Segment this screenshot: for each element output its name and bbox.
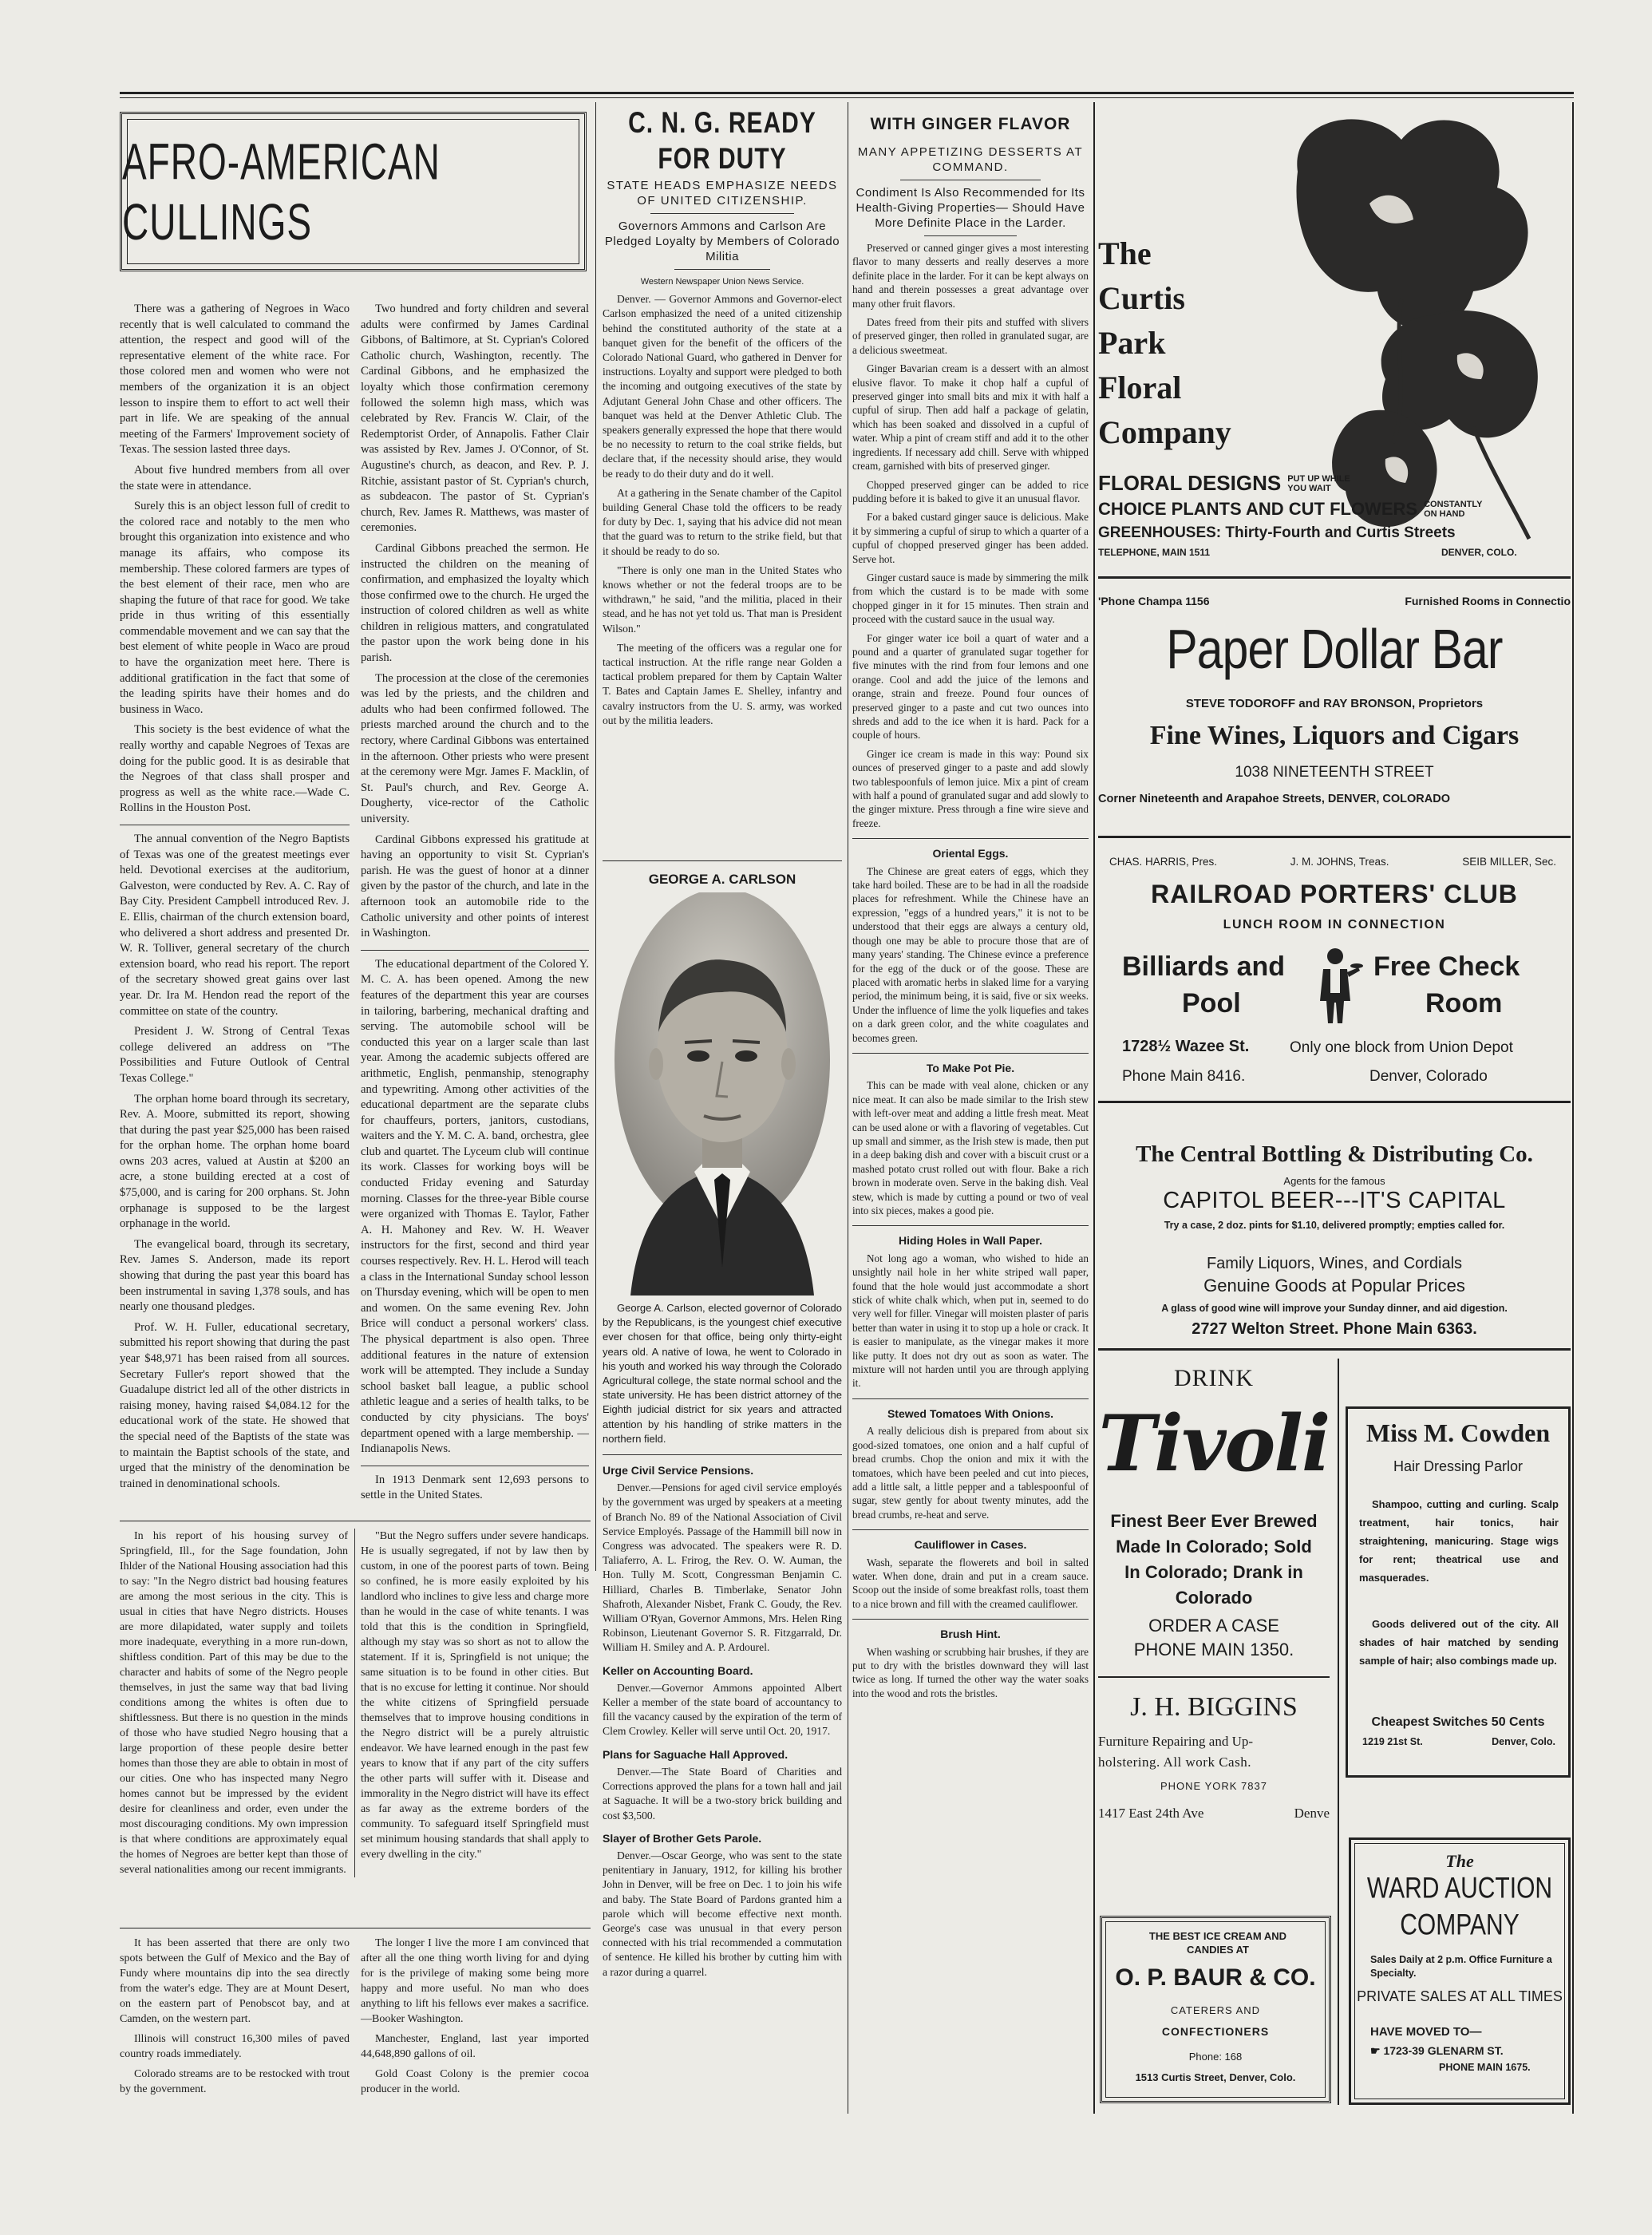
ward-auction-ad	[1349, 1837, 1571, 2105]
paper-dollar-props: STEVE TODOROFF and RAY BRONSON, Proprietors	[1185, 697, 1484, 710]
curtis-greenhouses: GREENHOUSES: Thirty-Fourth and Curtis Streets	[1098, 524, 1456, 541]
ginger-column	[852, 108, 1089, 1705]
item-head: Oriental Eggs.	[932, 847, 1009, 860]
curtis-city: DENVER, COLO.	[1441, 547, 1517, 558]
ginger-subhead-1: MANY APPETIZING DESSERTS AT COMMAND.	[857, 145, 1084, 174]
bottling-capitol: CAPITOL BEER---IT'S CAPITAL	[1163, 1188, 1506, 1213]
curtis-line: The	[1098, 235, 1152, 271]
item-head: Keller on Accounting Board.	[603, 1663, 753, 1677]
cowden-address: 1219 21st St.	[1362, 1736, 1423, 1747]
porters-club-ad	[1098, 848, 1571, 1103]
ginger-para: For ginger water ice boil a quart of water and a pound and a quarter of granulated sugar together for five minutes with the rind from four lemons and one orange. Cool and add the juice of the lemons and orange, strain and freeze. Pound four ounces of preserved ginger to a paste and cut two ounces into shreds and add to the ice when it is hard. Pack for a couple of hours.	[852, 631, 1089, 742]
item-text: Denver.—The State Board of Charities and Corrections approved the plans for a town hall and jail at Saguache. It will be a two-story brick building and cost $3,500.	[603, 1765, 842, 1822]
portrait-caption: George A. Carlson, elected governor of Colorado by the Republicans, is the youngest chief executive ever chosen for that office, being only thirty-eight years old. A native of Iowa, he went to Colorado in his youth and worked his way through the Colorado Agricultural college, the state normal school and the state university. He has been district attorney of the Eighth judicial district for six years and attracted attention by his handling of strike matters in the northern field.	[603, 1302, 842, 1445]
cullings-para: "But the Negro suffers under severe handicaps. He is usually segregated, if not by law then by custom, in one of the poorest parts of town. Being so confined, he is more easily exploited by his landlord who inclines to give less and charge more than he would in the case of white tenants. I was told that this is the condition in Springfield, although my stay was so short as not to allow the statement. If it is, Springfield is not unique; the same situation is to be found in other cities. But that is no excuse for letting it continue. Nor should the white citizens of Springfield persuade themselves that to improve housing conditions in the Negro district will be a purely altruistic endeavor. We have learned enough in the past few years to know that if any part of the city suffers the other parts will suffer with it. Disease and immorality in the Negro district will have its effect as far away as the extreme borders of the community. To safeguard itself Springfield must set minimum housing standards that shall apply to every dwelling in the city."	[361, 1530, 589, 1861]
baur-name: O. P. BAUR & CO.	[1115, 1964, 1316, 1991]
ward-private: PRIVATE SALES AT ALL TIMES	[1357, 1988, 1563, 2004]
cullings-para: The longer I live the more I am convinced that after all the one thing worth living for and dying for is the privilege of making some being more happy and more useful. No man who does anything to lift his fellows ever makes a sacrifice.—Booker Washington.	[361, 1937, 589, 2025]
curtis-constantly-block	[1424, 500, 1482, 519]
porters-officer: SEIB MILLER, Sec.	[1462, 856, 1556, 868]
ginger-para: Preserved or canned ginger gives a most interesting flavor to many desserts and really deserves a more definite place in the larder. For it can be kept always on hand and therein possesses a great advantage over many other fruit flavors.	[852, 242, 1089, 310]
biggins-ad	[1098, 1676, 1330, 1820]
biggins-line2: holstering. All work Cash.	[1098, 1754, 1251, 1770]
divider	[650, 213, 794, 214]
tivoli-order: ORDER A CASE	[1148, 1616, 1279, 1636]
biggins-phone: PHONE YORK 7837	[1160, 1780, 1267, 1792]
porters-city: Denver, Colorado	[1369, 1068, 1488, 1085]
cullings-para: The procession at the close of the ceremonies was led by the priests, and the children and adults who had been confirmed followed. The priests marched around the church and to the rectory, where Cardinal Gibbons was entertained in the afternoon. Other priests who were present at the ceremony were Mgr. James F. Macklin, of St. Paul's church, and Rev. George A. Dougherty, vice-rector of the Catholic university.	[361, 671, 589, 825]
curtis-line: Company	[1098, 414, 1231, 450]
porters-phone: Phone Main 8416.	[1122, 1068, 1246, 1085]
cullings-col2	[361, 302, 589, 1509]
tivoli-line: Finest Beer Ever Brewed	[1110, 1511, 1318, 1531]
paper-dollar-street: 1038 NINETEENTH STREET	[1235, 764, 1434, 781]
bottling-glass: A glass of good wine will improve your Sunday dinner, and aid digestion.	[1161, 1303, 1508, 1314]
divider	[924, 235, 1017, 236]
cng-title: C. N. G. READY FOR DUTY	[628, 106, 816, 176]
curtis-you-wait: YOU WAIT	[1287, 483, 1331, 493]
photo-title: GEORGE A. CARLSON	[648, 872, 796, 887]
baur-top: THE BEST ICE CREAM AND CANDIES AT	[1148, 1930, 1287, 1956]
divider	[361, 950, 589, 951]
item-text: A really delicious dish is prepared from about six good-sized tomatoes, one onion and a half cupful of bread crumbs. Chop the onion and mix it with the tomatoes, which have been peeled and cut into pieces, add a little salt, a little pepper and a tablespoonful of sugar, stew gently for about twenty minutes, add the bread crumbs, re-heat and serve.	[852, 1425, 1089, 1521]
porters-pool: Pool	[1182, 988, 1241, 1019]
item-head: Brush Hint.	[940, 1628, 1001, 1641]
divider	[852, 1619, 1089, 1620]
photo-rule	[603, 860, 842, 861]
cullings-para: In his report of his housing survey of Springfield, Ill., for the Sage foundation, John Ihlder of the National Housing association had this to say: "In the Negro district bad housing features are among the most serious in the city. This is usual in cities that have Negro districts. Houses are more dilapidated, water supply and toilets more inadequate, everything in a more run-down, shiftless condition. Part of this may be due to the character and habits of some of the Negro people themselves, in just the same way that bad living conditions among the whites is often due to shiftlessness. But there is no question in the minds of those who have studied Negro housing that a large proportion of these people desire better homes than those they are able to obtain in most of our cities. One who has inspected many Negro homes cannot but be impressed by the evident desire for cleanliness and order, even under the most discouraging conditions. My own impression is that where conditions are approximately equal the homes of Negroes are better kept than those of several nationalities among our recent immigrants.	[120, 1530, 348, 1876]
cullings-wide	[120, 1529, 589, 1877]
cullings-para: Illinois will construct 16,300 miles of paved country roads immediately.	[120, 2033, 350, 2060]
curtis-line: Park	[1098, 325, 1166, 361]
item-text: Denver.—Oscar George, who was sent to the state penitentiary in January, 1912, for killing his brother John in Denver, will be free on Dec. 1 to join his wife and baby. The State Board of Pardons granted him a parole which will become effective next month. George's case was unusual in that every person connected with his trial recommended a commutation of sentence. He killed his brother by cutting him with a razor during a quarrel.	[603, 1849, 842, 1978]
item-text: The Chinese are great eaters of eggs, which they take hard boiled. These are to be had in all the roadside places for refreshment. While the Chinese have an expression, "eggs of a hundred years," it is not to be understood that their eggs are always a century old, though one may be able to procure those that are of many years' standing. The Chinese evince a preference for the egg of the duck or of the goose. These are placed with aromatic herbs in slaked lime for a varying period, the minimum being, it is said, five or six weeks. Under the influence of lime the yolk liquefies and takes on a dark green color, and the white coagulates and becomes green.	[852, 864, 1089, 1044]
cng-para: "There is only one man in the United States who knows whether or not the federal troops are to be withdrawn," he said, "and the militia, placed in their stead, and he has not yet told us. That man is President Wilson."	[603, 564, 842, 635]
ward-moved: HAVE MOVED TO—	[1370, 2025, 1482, 2039]
ward-address-line	[1370, 2044, 1504, 2058]
pointing-hand-icon: ☛	[1370, 2044, 1381, 2057]
cowden-body: Shampoo, cutting and curling. Scalp treatment, hair tonics, hair straightening, manicuring. Stage wigs for rent; theatrical use and masquerades.	[1359, 1498, 1559, 1584]
porters-room: Room	[1425, 988, 1503, 1019]
cng-service: Western Newspaper Union News Service.	[640, 277, 804, 287]
ginger-title: WITH GINGER FLAVOR	[870, 115, 1071, 133]
ginger-para: Chopped preserved ginger can be added to rice pudding before it is baked to give it an unusual flavor.	[852, 478, 1089, 504]
baur-address: 1513 Curtis Street, Denver, Colo.	[1135, 2071, 1296, 2083]
paper-dollar-rooms: Furnished Rooms in Connectio	[1405, 595, 1571, 607]
cullings-title-box	[120, 112, 587, 271]
top-rule	[120, 92, 1574, 94]
bottling-family: Family Liquors, Wines, and Cordials	[1206, 1255, 1463, 1272]
ward-sales: Sales Daily at 2 p.m. Office Furniture a Specialty.	[1370, 1954, 1552, 1979]
tivoli-brand: Tivoli	[1098, 1398, 1330, 1489]
cullings-para: The annual convention of the Negro Baptists of Texas was one of the greatest meetings ever held. Devotional exercises at the auditorium, Galveston, were conducted by Rev. A. C. Ray of Bay City. President Campbell introduced Rev. J. E. Ellis, chairman of the church extension board, who delivered a short address and presented Dr. W. R. Tolliver, general secretary of the church extension board, who read his report. The report of the secretary showed great gains over last year. Dr. Ira M. Hendon read the report of the committee on state of the country.	[120, 833, 350, 1018]
cng-para: Denver. — Governor Ammons and Governor-elect Carlson emphasized the need of a united citizenship behind the constituted authority of the state at a banquet given for the benefit of the officers of the Colorado National Guard, who gathered in Denver for instructions. Loyalty and support were pledged to both the incoming and outgoing executives of the state by Adjutant General John Chase and other officers. The banquet was held at the Denver Athletic Club. The speakers generally expressed the hope that there would be no necessity to return to the coal strike fields, but declare that, if the necessity should arise, they would be ready to do their duty and do it well.	[603, 293, 842, 480]
porters-officer: J. M. JOHNS, Treas.	[1290, 856, 1389, 868]
curtis-line: Curtis	[1098, 280, 1185, 316]
curtis-designs: FLORAL DESIGNS	[1098, 471, 1282, 495]
biggins-city: Denve	[1294, 1806, 1330, 1821]
curtis-name	[1098, 231, 1231, 455]
divider	[852, 1529, 1089, 1530]
cullings-para: Cardinal Gibbons expressed his gratitude at having an opportunity to visit St. Cyprian's parish. He was the guest of honor at a dinner given by the pastor of the church, and late in the afternoon took an automobile ride to the Catholic university and other points of interest in Washington.	[361, 833, 589, 940]
tivoli-lines	[1098, 1509, 1330, 1611]
item-head: Cauliflower in Cases.	[914, 1538, 1027, 1552]
item-text: Wash, separate the flowerets and boil in salted water. When done, drain and put in a cream sauce. Scoop out the inside of some breakfast rolls, toast them to a nice brown and fill with the creamed cauliflower.	[852, 1556, 1089, 1610]
paper-dollar-name: Paper Dollar Bar	[1166, 618, 1503, 680]
paper-dollar-ad	[1098, 587, 1571, 838]
cullings-para: Surely this is an object lesson full of credit to the colored race and notably to the men who brought this organization into existence and who manage its affairs, who compose its membership. These colored farmers are types of the best element of their race, men who are shaping the future of that race for good. We take pride in thus writing of this essentially commendable movement and we can say that the best element of white people in Waco are proud to have the organization meet here. There is additional gratification in the fact that some of the leading spirits have their homes and do business in Waco.	[120, 500, 350, 716]
cullings-para: In 1913 Denmark sent 12,693 persons to settle in the United States.	[361, 1473, 589, 1502]
porters-depot: Only one block from Union Depot	[1290, 1039, 1513, 1056]
cng-lower	[603, 1301, 842, 1984]
curtis-phone: TELEPHONE, MAIN 1511	[1098, 547, 1211, 558]
divider	[852, 1225, 1089, 1226]
bottling-agents: Agents for the famous	[1283, 1175, 1385, 1187]
porters-name: RAILROAD PORTERS' CLUB	[1151, 880, 1518, 908]
curtis-put-up: PUT UP WHILE	[1287, 473, 1350, 484]
curtis-floral-ad	[1098, 108, 1571, 579]
baur-ad	[1100, 1916, 1331, 2103]
cowden-goods: Goods delivered out of the city. All shades of hair matched by sending sample of hair; also combings made up.	[1359, 1618, 1559, 1667]
ginger-para: Ginger Bavarian cream is a dessert with an almost elusive flavor. To make it chop half a cupful of preserved ginger into small bits and mix it with half a cupful of sirup. Then add half a package of gelatin, which has been soaked and dissolved in a cupful of water. Whip a pint of cream stiff and add it to the other ingredients. If necessary add chill. Serve with whipped cream, garnished with bits of preserved ginger.	[852, 362, 1089, 473]
column-rule-1	[595, 102, 596, 1571]
porters-officers	[1109, 856, 1556, 868]
top-rule-thin	[120, 97, 1574, 98]
cullings-para: Prof. W. H. Fuller, educational secretary, submitted his report showing that during the past year $48,971 has been raised from all sources. Secretary Fuller's report showed that the Guadalupe district led all of the other districts in raising money, having raised $4,084.12 for the educational work of the state. He showed that the special need of the Baptists of the state was to maintain the Baptist schools of the state, and urged that the ministry of the denomination be trained in denominational schools.	[120, 1320, 350, 1490]
cng-para: The meeting of the officers was a regular one for tactical instruction. At the rifle range near Golden a tactical problem prepared for them by Captain Walter T. Bates and Captain James E. Shelley, infantry and cavalry instructors from the U. S. army, was worked out by the militia leaders.	[603, 641, 842, 726]
tivoli-phone: PHONE MAIN 1350.	[1133, 1640, 1294, 1659]
cng-column	[603, 108, 842, 733]
cullings-para: Colorado streams are to be restocked with trout by the government.	[120, 2068, 350, 2095]
divider	[674, 269, 770, 270]
paper-dollar-corner: Corner Nineteenth and Arapahoe Streets, DENVER, COLORADO	[1098, 793, 1450, 805]
cowden-city: Denver, Colo.	[1492, 1736, 1555, 1747]
cullings-bottom-left	[120, 1936, 350, 2102]
baur-caterers: CATERERS AND	[1170, 2004, 1261, 2016]
bottling-name: The Central Bottling & Distributing Co.	[1136, 1141, 1533, 1167]
portrait-image	[615, 892, 830, 1296]
cng-para: At a gathering in the Senate chamber of the Capitol building General Chase told the officers to be ready for duty by Dec. 1, saying that his advice did not mean that the guard was to return to the strike field, but that it should be ready to do so.	[603, 486, 842, 557]
porters-address: 1728½ Wazee St.	[1122, 1038, 1250, 1055]
cng-subhead-2: Governors Ammons and Carlson Are Pledged Loyalty by Members of Colorado Militia	[604, 220, 840, 263]
cowden-sub: Hair Dressing Parlor	[1393, 1458, 1524, 1474]
ward-the: The	[1445, 1851, 1474, 1871]
ward-address: 1723-39 GLENARM ST.	[1383, 2044, 1504, 2057]
item-head: Plans for Saguache Hall Approved.	[603, 1747, 788, 1761]
ward-name1: WARD AUCTION	[1366, 1871, 1553, 1905]
cowden-switches: Cheapest Switches 50 Cents	[1371, 1715, 1545, 1729]
ginger-subhead-2: Condiment Is Also Recommended for Its Health-Giving Properties— Should Have More Definite Place in the Larder.	[856, 186, 1085, 230]
divider	[852, 1053, 1089, 1054]
cullings-title: AFRO-AMERICAN CULLINGS	[122, 132, 441, 251]
item-head: To Make Pot Pie.	[926, 1061, 1015, 1074]
cullings-para: The orphan home board through its secretary, Rev. A. Moore, submitted its report, showing that during the past year $25,000 has been raised for the orphan home. The orphan home board owns 203 acres, valued at Austin at $200 an acre, a stone building erected at a cost of $75,000, and is caring for 200 orphans. St. John orphanage is supposed to be the largest orphanage in the world.	[120, 1092, 350, 1231]
cullings-para: This society is the best evidence of what the really worthy and capable Negroes of Texas are doing for the public good. It is as desirable that the Negroes of that class shall prosper and progress as well as the white race.—Wade C. Rollins in the Houston Post.	[120, 723, 350, 815]
ward-name2: COMPANY	[1400, 1908, 1520, 1941]
column-rule-3	[1093, 102, 1095, 2114]
cullings-para: It has been asserted that there are only two spots between the Gulf of Mexico and the Bay of Fundy where mountains dip into the sea directly from the water's edge. They are at Mount Desert, on the eastern part of Penobscot bay, and at Camden, on the western part.	[120, 1937, 350, 2025]
divider	[852, 838, 1089, 839]
bottling-ad	[1098, 1111, 1571, 1351]
tivoli-ad	[1098, 1359, 1330, 1726]
tivoli-line: Colorado	[1175, 1588, 1253, 1608]
cowden-name: Miss M. Cowden	[1365, 1418, 1551, 1447]
tivoli-line: In Colorado; Drank in	[1124, 1562, 1303, 1582]
curtis-choice-line	[1098, 499, 1482, 520]
cullings-para: The evangelical board, through its secretary, Rev. James S. Anderson, made its report showing that during the past year this board has been instrumental in saving 1,378 souls, and has nearly one thousand pledges.	[120, 1237, 350, 1314]
porters-lunch: LUNCH ROOM IN CONNECTION	[1223, 918, 1446, 932]
ginger-para: Dates freed from their pits and stuffed with slivers of preserved ginger, then rolled in granulated sugar, are a delicious sweetmeat.	[852, 316, 1089, 356]
cullings-para: President J. W. Strong of Central Texas college delivered an address on "The Possibilities and Future Outlook of Central Texas College."	[120, 1025, 350, 1085]
item-text: Denver.—Pensions for aged civil service employés by the government was urged by speakers at a meeting of Branch No. 89 of the National Association of Civil Service Employés. Passage of the Hammill bill now in Congress was advocated. The speakers were R. D. Taliaferro, A. L. Frirog, the Rev. O. W. Auman, the Hon. Tully M. Scott, Congressman Benjamin C. Hilliard, Charles B. Timberlake, Senator John Shafroth, Alexander Nisbet, Frank C. Goudy, the Rev. William O'Ryan, Governor Ammons, Mrs. Helen Ring Robinson, Lieutenant Governor S. R. Fitzgarrald, Dr. William H. Smiley and A. P. Ardourel.	[603, 1481, 842, 1654]
porters-billiards: Billiards and	[1122, 951, 1286, 982]
cullings-para: The educational department of the Colored Y. M. C. A. has been opened. Among the new features of the department this year are courses in tailoring, barbering, mechanical drafting and serving. The automobile school will be conducted this year on a larger scale than last year. Among the academic subjects offered are arithmetic, English, penmanship, stenography and typewriting. Among other activities of the educational department are the separate clubs for chauffeurs, porters, janitors, custodians, waiters and the Y. M. C. A. band, orchestra, glee club and quartet. The Lyceum club will continue its work. Classes for working boys will be conducted Friday evening and Saturday morning. Classes for the three-year Bible course were organized with Thomas E. Taylor, Father A. H. Mahoney and Rev. W. H. Weaver instructors for the first, second and third year courses respectively. Rev. H. L. Herod will teach a class in the International Sunday school lesson on Thursday evening, which will be open to men and women. On the same evening Rev. John Brice will conduct a personal workers' class. The physical department is also open. Three additional features in the nature of extension work will be attempted. They include a Sunday school basket ball league, a public school athletic league and a series of health talks, to be conducted by city physicians. The boys' department opened with a large membership. — Indianapolis News.	[361, 957, 589, 1456]
porters-free: Free Check	[1373, 951, 1520, 982]
item-text: Denver.—Governor Ammons appointed Albert Keller a member of the state board of accountancy to fill the vacancy caused by the expiration of the term of Clem Crowley. Keller will serve until Oct. 20, 1917.	[603, 1681, 842, 1738]
baur-confectioners: CONFECTIONERS	[1161, 2025, 1270, 2038]
curtis-designs-line	[1098, 471, 1350, 496]
curtis-choice: CHOICE PLANTS AND CUT FLOWERS	[1098, 499, 1418, 519]
biggins-address: 1417 East 24th Ave	[1098, 1806, 1204, 1821]
ward-phone: PHONE MAIN 1675.	[1439, 2062, 1531, 2073]
cullings-para: There was a gathering of Negroes in Waco recently that is well calculated to command the attention, the respect and good will of the representative element of the white race. For those colored men and women who were not members of the organization it is an object lesson to inspire them to effort to act well their part in life. We are speaking of the annual meeting of the Farmers' Improvement society of Texas. The session lasted three days.	[120, 303, 350, 457]
divider	[852, 1398, 1089, 1399]
tivoli-drink: DRINK	[1174, 1365, 1254, 1391]
paper-dollar-phone: 'Phone Champa 1156	[1098, 595, 1210, 607]
waiter-illustration	[1307, 945, 1363, 1025]
biggins-line1: Furniture Repairing and Up-	[1098, 1734, 1254, 1749]
cullings-para: Cardinal Gibbons preached the sermon. He instructed the children on the meaning of confirmation, and emphasized the loyalty which those confirmed owe to the church. He urged the instruction of colored children as well as white children in religious matters, and congratulated the pastor upon the work being done in his parish.	[361, 541, 589, 665]
paper-dollar-wines: Fine Wines, Liquors and Cigars	[1149, 721, 1520, 750]
cullings-para: Two hundred and forty children and several adults were confirmed by James Cardinal Gibbons, of Baltimore, at St. Cyprian's Colored Catholic church, Washington, recently. The Cardinal Gibbons, and he emphasized the loyalty which those confirmation ceremony followed the solemn high mass, which was celebrated by Rev. Francis W. Clair, of the Redemptorist Order, of Annapolis. Father Clair was assisted by Rev. James J. O'Connor, of St. Augustine's church, as deacon, and Rev. P. J. Ritchie, assistant pastor of St. Cyprian's church, as subdeacon. The pastor of St. Cyprian's church, Rev. James R. Matthews, was master of ceremonies.	[361, 303, 589, 535]
curtis-while	[1287, 474, 1350, 493]
cullings-para: Manchester, England, last year imported 44,648,890 gallons of oil.	[361, 2033, 589, 2060]
cullings-col1	[120, 302, 350, 1497]
ginger-para: Ginger custard sauce is made by simmering the milk from which the custard is to be made with some chopped ginger in it for 15 minutes. Then strain and proceed with the custard sauce in the usual way.	[852, 571, 1089, 626]
item-head: Stewed Tomatoes With Onions.	[887, 1406, 1054, 1420]
item-text: Not long ago a woman, who wished to hide an unsightly nail hole in her white striped wall paper, found that the hole would just accommodate a short stick of white chalk which, when put in, seemed to do very well for filler. Vinegar will moisten plaster of paris better than water in using it to stop up a hole or crack. It is easier to manipulate, as the vinegar makes it more like putty. It does not dry out as soon as water. The mixture will not harden until you are through applying it.	[852, 1252, 1089, 1390]
cowden-ad	[1346, 1406, 1571, 1778]
item-text: This can be made with veal alone, chicken or any nice meat. It can also be made similar to the Irish stew with left-over meat and adding a little fresh meat. Meat can be used alone or with a flavoring of vegetables. Cut up small and simmer, as the Irish stew is made, then put in a deep baking dish and cover with a biscuit crust or a mashed potato crust rolled out with flour. Bake a rich brown in moderate oven. Serve in the baking dish. Veal stew, which is made by cutting a pound or two of veal into six pieces, makes a good pie.	[852, 1079, 1089, 1216]
baur-phone: Phone: 168	[1188, 2051, 1243, 2063]
curtis-constantly: CONSTANTLY	[1424, 500, 1483, 509]
cullings-para: Gold Coast Colony is the premier cocoa producer in the world.	[361, 2068, 589, 2095]
item-head: Hiding Holes in Wall Paper.	[899, 1234, 1042, 1248]
cullings-para: About five hundred members from all over the state were in attendance.	[120, 463, 350, 492]
item-head: Slayer of Brother Gets Parole.	[603, 1831, 762, 1845]
porters-officer: CHAS. HARRIS, Pres.	[1109, 856, 1218, 868]
column-rule-right	[1572, 102, 1574, 2114]
bottling-genuine: Genuine Goods at Popular Prices	[1203, 1276, 1465, 1296]
bottling-try: Try a case, 2 doz. pints for $1.10, delivered promptly; empties called for.	[1164, 1220, 1505, 1231]
bottling-address: 2727 Welton Street. Phone Main 6363.	[1192, 1320, 1477, 1338]
ginger-para: Ginger ice cream is made in this way: Pound six ounces of preserved ginger to a paste and add slowly two tablespoonfuls of lemon juice. Mix a pint of cream with half a pound of granulated sugar and add slowly to the ginger mixture. Press through a fine wire sieve and freeze.	[852, 747, 1089, 829]
curtis-line: Floral	[1098, 370, 1182, 405]
cng-subhead-1: STATE HEADS EMPHASIZE NEEDS OF UNITED CITIZENSHIP.	[607, 179, 838, 208]
curtis-on-hand: ON HAND	[1424, 509, 1465, 519]
tivoli-divider	[1338, 1359, 1339, 2105]
ginger-para: For a baked custard ginger sauce is delicious. Make it by simmering a cupful of sirup to which a quarter of a cupful of chopped preserved ginger has been added. Serve hot.	[852, 511, 1089, 565]
divider	[603, 1454, 842, 1455]
biggins-name: J. H. BIGGINS	[1130, 1692, 1298, 1722]
cullings-bottom-right	[361, 1936, 589, 2102]
tivoli-line: Made In Colorado; Sold	[1116, 1537, 1312, 1557]
item-head: Urge Civil Service Pensions.	[603, 1464, 754, 1477]
item-text: When washing or scrubbing hair brushes, if they are put to dry with the bristles downward they will last twice as long. If turned the other way the water soaks into the wood and rots the bristles.	[852, 1645, 1089, 1699]
